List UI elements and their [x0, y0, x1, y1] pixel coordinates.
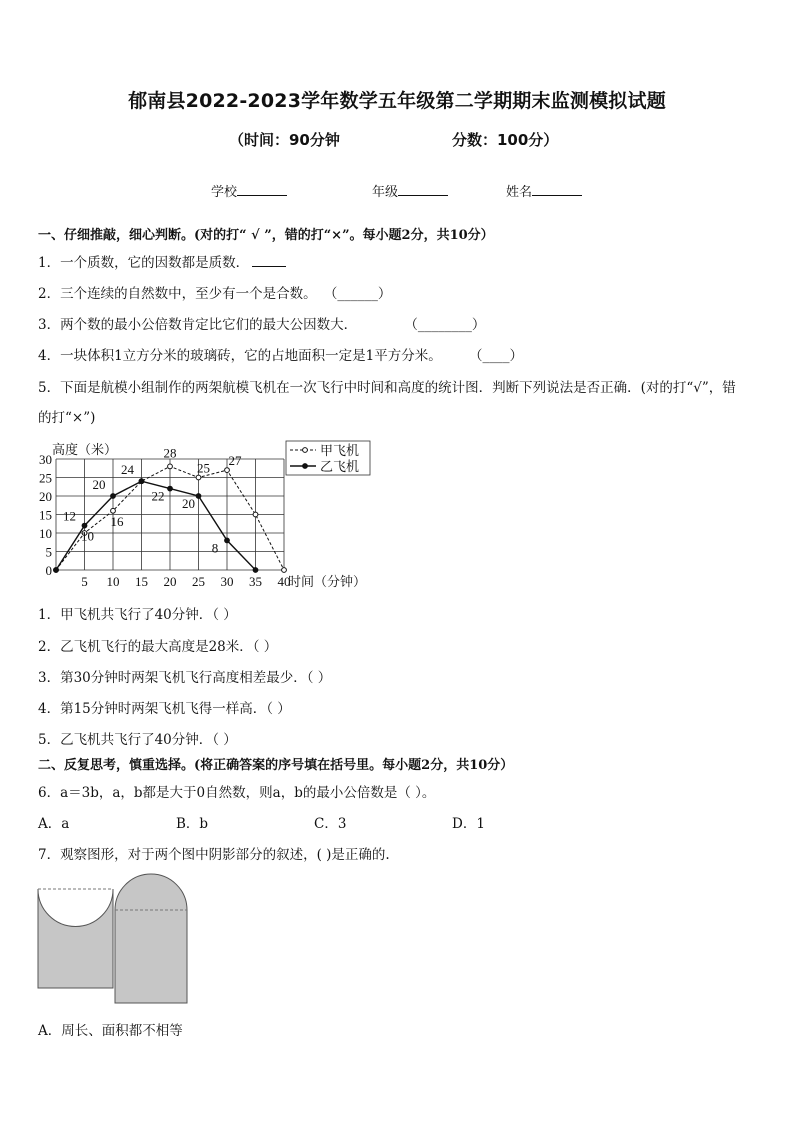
y-axis-label: 高度（米） [52, 442, 118, 457]
right-shaded-shape [115, 874, 187, 1003]
question-2-text: 2．三个连续的自然数中，至少有一个是合数。 [38, 286, 317, 302]
series-point [168, 486, 173, 491]
question-2-answer[interactable]: （______） [330, 286, 392, 302]
series-point [282, 568, 287, 573]
series-point [225, 538, 230, 543]
x-tick-label: 35 [249, 574, 262, 589]
sub-question-4: 4．第15分钟时两架飞机飞得一样高．（ ） [38, 701, 291, 717]
school-field [211, 181, 287, 200]
x-tick-label: 30 [220, 574, 234, 589]
series-point [225, 468, 230, 473]
data-label: 8 [211, 540, 219, 556]
name-label: 姓名 [506, 185, 533, 200]
page-title: 郁南县2022-2023学年数学五年级第二学期期末监测模拟试题 [128, 90, 666, 112]
data-label: 20 [92, 477, 106, 492]
x-axis-label: 时间（分钟） [288, 574, 367, 589]
series-point [54, 568, 59, 573]
series-point [253, 512, 258, 517]
data-label: 20 [182, 496, 195, 511]
question-1-text: 1．一个质数，它的因数都是质数． [38, 255, 250, 271]
sub-question-5: 5．乙飞机共飞行了40分钟．（ ） [38, 732, 237, 748]
x-tick-label: 20 [163, 574, 177, 589]
data-label: 25 [197, 460, 210, 476]
legend-marker [303, 464, 308, 469]
question-6: 6．a＝3b，a，b都是大于0自然数，则a，b的最小公倍数是（ ）。 [38, 785, 436, 801]
question-4-text: 4．一块体积1立方分米的玻璃砖，它的占地面积一定是1平方分米。 [38, 348, 442, 364]
sub-question-2: 2．乙飞机飞行的最大高度是28米．（ ） [38, 639, 278, 655]
question-6-option-a[interactable]: A．a [38, 816, 70, 832]
question-5-line1: 5．下面是航模小组制作的两架航模飞机在一次飞行中时间和高度的统计图．判断下列说法是否正确．(对的打“√”，错 [38, 380, 736, 396]
y-tick-label: 30 [39, 452, 52, 467]
question-3-answer[interactable]: （________） [411, 317, 486, 333]
series-point [111, 508, 116, 513]
question-5-line2: 的打“×”) [38, 410, 96, 426]
legend-label: 甲飞机 [320, 443, 360, 458]
chart-svg [36, 440, 386, 592]
series-point [196, 475, 201, 480]
series-point [82, 523, 87, 528]
sub-question-3: 3．第30分钟时两架飞机飞行高度相差最少．（ ） [38, 670, 332, 686]
data-label: 27 [228, 453, 242, 469]
exam-score: 分数：100分） [452, 131, 559, 149]
question-4-answer[interactable]: （____） [475, 348, 524, 364]
school-label: 学校 [211, 185, 238, 200]
question-7: 7．观察图形，对于两个图中阴影部分的叙述，( )是正确的. [38, 847, 390, 863]
series-point [196, 494, 201, 499]
sub-question-1: 1．甲飞机共飞行了40分钟．（ ） [38, 607, 237, 623]
y-tick-label: 15 [39, 507, 52, 523]
data-label: 22 [151, 488, 165, 504]
x-tick-label: 40 [277, 574, 291, 589]
series-point [168, 464, 173, 469]
section2-heading: 二、反复思考，慎重选择。(将正确答案的序号填在括号里。每小题2分，共10分） [38, 758, 514, 773]
question-1-blank[interactable] [252, 254, 286, 267]
legend-label: 乙飞机 [320, 459, 360, 474]
question-4 [38, 344, 523, 364]
question-7-option-a[interactable]: A．周长、面积都不相等 [38, 1023, 183, 1039]
section1-heading: 一、仔细推敲，细心判断。(对的打“ √ ”，错的打“×”。每小题2分，共10分） [38, 228, 494, 243]
exam-time: （时间：90分钟 [229, 131, 340, 149]
series-point [139, 479, 144, 484]
x-tick-label: 15 [135, 574, 148, 589]
school-blank[interactable] [237, 183, 287, 196]
question-3-text: 3．两个数的最小公倍数肯定比它们的最大公因数大． [38, 317, 358, 333]
legend-marker [303, 448, 308, 453]
data-label: 28 [163, 445, 177, 461]
series-point [111, 494, 116, 499]
question-6-option-b[interactable]: B．b [176, 816, 209, 832]
data-label: 16 [110, 513, 124, 529]
x-tick-label: 10 [106, 574, 120, 589]
question-6-option-c[interactable]: C．3 [314, 816, 347, 832]
grade-field [372, 181, 448, 200]
question-2 [38, 282, 391, 302]
q7-figure-svg [36, 870, 191, 1006]
question-1 [38, 251, 286, 271]
flight-height-chart [36, 440, 386, 592]
y-tick-label: 20 [39, 489, 52, 504]
q7-figure [36, 870, 191, 1006]
series-point [253, 568, 258, 573]
name-field [506, 181, 582, 200]
y-tick-label: 25 [39, 470, 52, 486]
question-3 [38, 313, 485, 333]
y-tick-label: 0 [45, 563, 52, 578]
x-tick-label: 25 [192, 574, 205, 589]
y-tick-label: 10 [39, 526, 52, 541]
y-tick-label: 5 [45, 544, 52, 560]
data-label: 12 [63, 508, 76, 524]
question-6-option-d[interactable]: D．1 [452, 816, 485, 832]
x-tick-label: 5 [81, 574, 88, 589]
grade-label: 年级 [372, 185, 399, 200]
data-label: 24 [121, 462, 134, 478]
name-blank[interactable] [532, 183, 582, 196]
data-label: 10 [81, 528, 94, 544]
grade-blank[interactable] [398, 183, 448, 196]
left-shaded-shape [38, 889, 113, 988]
